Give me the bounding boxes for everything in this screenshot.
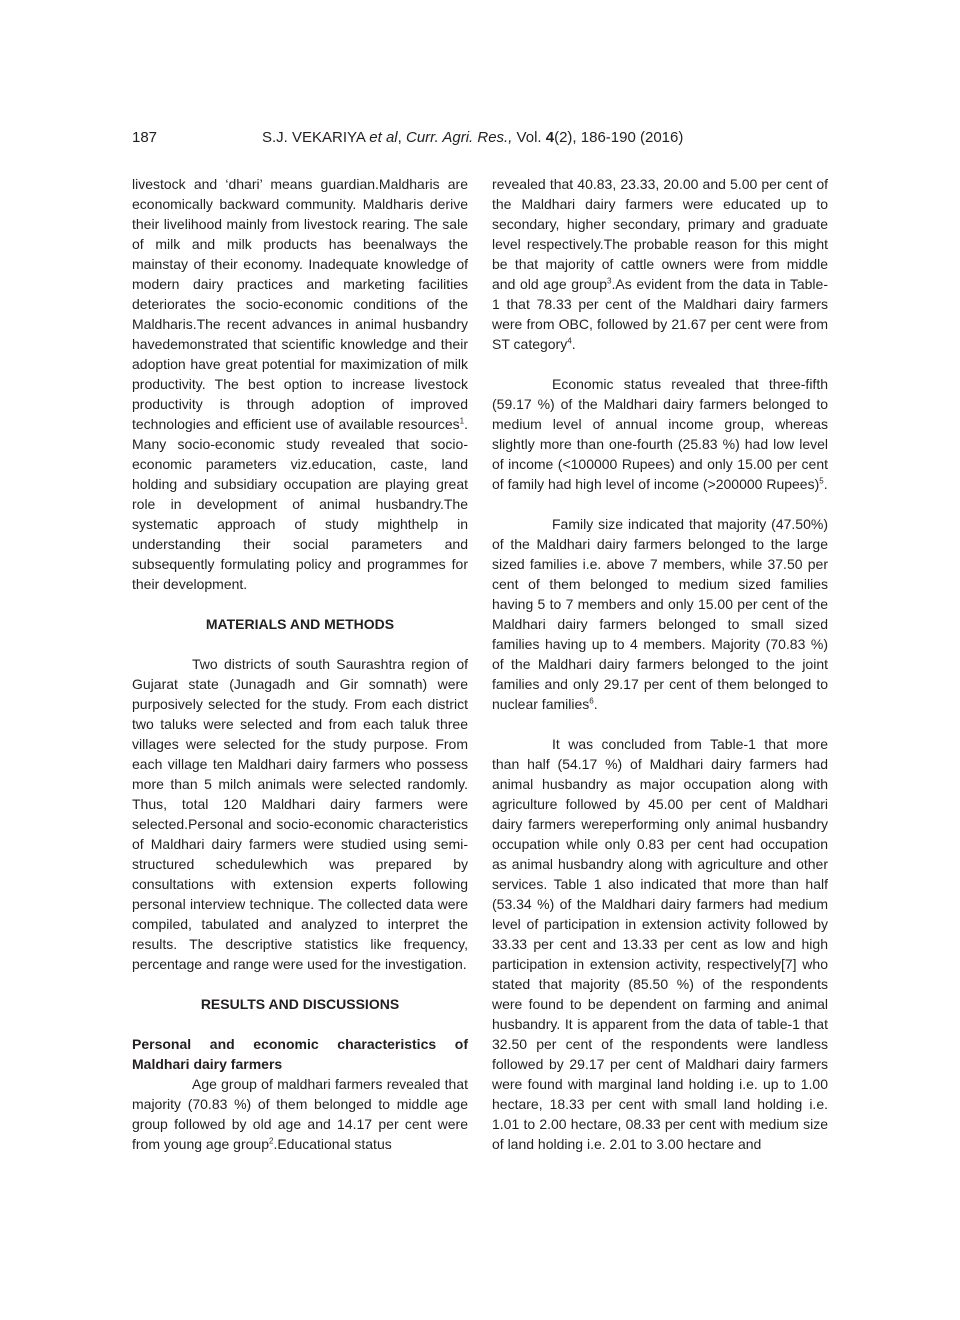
running-head	[262, 129, 683, 147]
paragraph-family-size	[492, 514, 828, 714]
running-head-et-al: et al	[369, 129, 398, 146]
paragraph-text: .As evident from the data in Table-1 that 78.33 per cent of the Maldhari dairy farmers were from OBC, followed by 21.67 per cent were from ST category	[492, 276, 828, 352]
paragraph-economic-status	[492, 374, 828, 494]
paragraph-text: Age group of maldhari farmers revealed that majority (70.83 %) of them belonged to middle age group followed by old age and 14.17 per cent were from young age group	[132, 1076, 468, 1152]
paragraph-text: livestock and ‘dhari’ means guardian.Maldharis are economically backward community. Maldharis derive their livelihood mainly from livestock rearing. The sale of milk and milk products has beenalways the mainstay of their economy. Inadequate knowledge of modern dairy practices and marketing facilities deteriorates the socio-economic conditions of the Maldharis.The recent advances in animal husbandry havedemonstrated that scientific knowledge and their adoption have great potential for maximization of milk productivity. The best option to increase livestock productivity is through adoption of improved technologies and efficient use of available resources	[132, 176, 468, 432]
reference-marker: 4	[567, 336, 572, 346]
reference-marker: 5	[819, 476, 824, 486]
left-column	[132, 174, 468, 1154]
paragraph-education	[492, 174, 828, 354]
running-head-journal: Curr. Agri. Res.,	[405, 129, 513, 146]
paragraph-introduction	[132, 174, 468, 594]
paragraph-text: .	[593, 696, 598, 712]
section-heading-results: RESULTS AND DISCUSSIONS	[200, 996, 400, 1012]
running-head-issue: (2), 186-190 (2016)	[554, 129, 684, 146]
reference-marker: 6	[589, 696, 594, 706]
paragraph-text: Family size indicated that majority (47.50%) of the Maldhari dairy farmers belonged to the large sized families i.e. above 7 members, while 37.50 per cent of them belonged to medium sized families having 5 to 7 members and only 15.00 per cent of the Maldhari dairy farmers belonged to small sized families having up to 4 members. Majority (70.83 %) of the Maldhari dairy farmers belonged to the joint families and only 29.17 per cent of them belonged to nuclear families	[492, 516, 828, 712]
paragraph-text: .Educational status	[273, 1136, 392, 1152]
paragraph-methods: Two districts of south Saurashtra region of Gujarat state (Junagadh and Gir somnath) were purposively selected for the study. From each district two taluks were selected and from each taluk three villages were selected for the study purpose. From each village ten Maldhari dairy farmers who possess more than 5 milch animals were selected randomly. Thus, total 120 Maldhari dairy farmers were selected.Personal and socio-economic characteristics of Maldhari dairy farmers were studied using semi-structured schedulewhich was prepared by consultations with extension experts following personal interview technique. The collected data were compiled, tabulated and analyzed to interpret the results. The descriptive statistics like frequency, percentage and range were used for the investigation.	[132, 656, 468, 972]
paragraph-text: . Many socio-economic study revealed that socio-economic parameters viz.education, caste, land holding and subsidiary occupation are playing great role in development of animal husbandry.The systematic approach of study mighthelp in understanding their social parameters and subsequently formulating policy and programmes for their development.	[132, 416, 468, 592]
running-head-sep: ,	[397, 129, 406, 146]
paragraph-age-group	[132, 1074, 468, 1154]
running-head-vol-label: Vol.	[512, 129, 546, 146]
section-heading-materials-methods: MATERIALS AND METHODS	[205, 616, 395, 632]
paragraph-text: .	[823, 476, 828, 492]
paragraph-text: Economic status revealed that three-fifth (59.17 %) of the Maldhari dairy farmers belonged to medium level of annual income group, whereas slightly more than one-fourth (25.83 %) had low level of income (<100000 Rupees) and only 15.00 per cent of family had high level of income (>200000 Rupees)	[492, 376, 828, 492]
paragraph-occupation: It was concluded from Table-1 that more than half (54.17 %) of Maldhari dairy farmers had animal husbandry as major occupation along with agriculture followed by 45.00 per cent of Maldhari dairy farmers wereperforming only animal husbandry occupation while only 0.83 per cent had occupation as animal husbandry along with agriculture and other services. Table 1 also indicated that more than half (53.34 %) of the Maldhari dairy farmers had medium level of participation in extension activity followed by 33.33 per cent and 13.33 per cent as low and high participation in extension activity, respectively[7] who stated that majority (85.50 %) of the respondents were found to be dependent on farming and animal husbandry. It is apparent from the data of table-1 that 32.50 per cent of the respondents were landless followed by 29.17 per cent of Maldhari dairy farmers were found with marginal land holding i.e. up to 1.00 hectare, 18.33 per cent with small land holding i.e. 1.01 to 2.00 hectare, 08.33 per cent with medium size of land holding i.e. 2.01 to 3.00 hectare and	[492, 736, 828, 1152]
right-column	[492, 174, 828, 1154]
page-number: 187	[132, 129, 158, 146]
reference-marker: 1	[459, 416, 465, 426]
running-head-vol-number: 4	[545, 129, 555, 146]
running-head-authors: S.J. VEKARIYA	[262, 129, 366, 146]
reference-marker: 2	[268, 1136, 274, 1146]
reference-marker: 3	[607, 276, 612, 286]
subsection-heading: Personal and economic characteristics of Maldhari dairy farmers	[132, 1036, 468, 1072]
paragraph-text: revealed that 40.83, 23.33, 20.00 and 5.00 per cent of the Maldhari dairy farmers were educated up to secondary, higher secondary, primary and graduate level respectively.The probable reason for this might be that majority of cattle owners were from middle and old age group	[492, 176, 828, 292]
paragraph-text: .	[571, 336, 576, 352]
